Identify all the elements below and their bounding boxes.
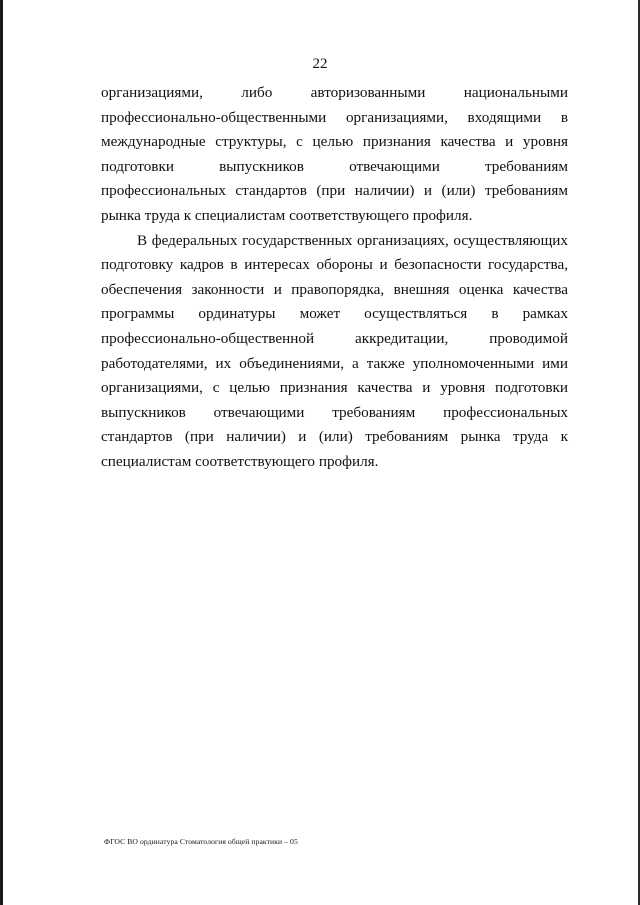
- paragraph-continuation: организациями, либо авторизованными национальными профессионально-общественными организациями, входящими в международные структуры, с целью признания качества и уровня подготовки выпускников отвечающими требованиям профессиональных стандартов (при наличии) и (или) требованиям рынка труда к специалистам соответствующего профиля.: [101, 84, 568, 224]
- scan-edge-left: [0, 0, 3, 905]
- document-body: [101, 81, 568, 475]
- document-footer: ФГОС ВО ординатура Стоматология общей практики – 05: [104, 837, 298, 846]
- paragraph-federal-organizations: В федеральных государственных организациях, осуществляющих подготовку кадров в интересах обороны и безопасности государства, обеспечения законности и правопорядка, внешняя оценка качества программы ординатуры может осуществляться в рамках профессионально-общественной аккредитации, проводимой работодателями, их объединениями, а также уполномоченными ими организациями, с целью признания качества и уровня подготовки выпускников отвечающими требованиям профессиональных стандартов (при наличии) и (или) требованиям рынка труда к специалистам соответствующего профиля.: [101, 231, 568, 470]
- page-number: 22: [312, 56, 328, 72]
